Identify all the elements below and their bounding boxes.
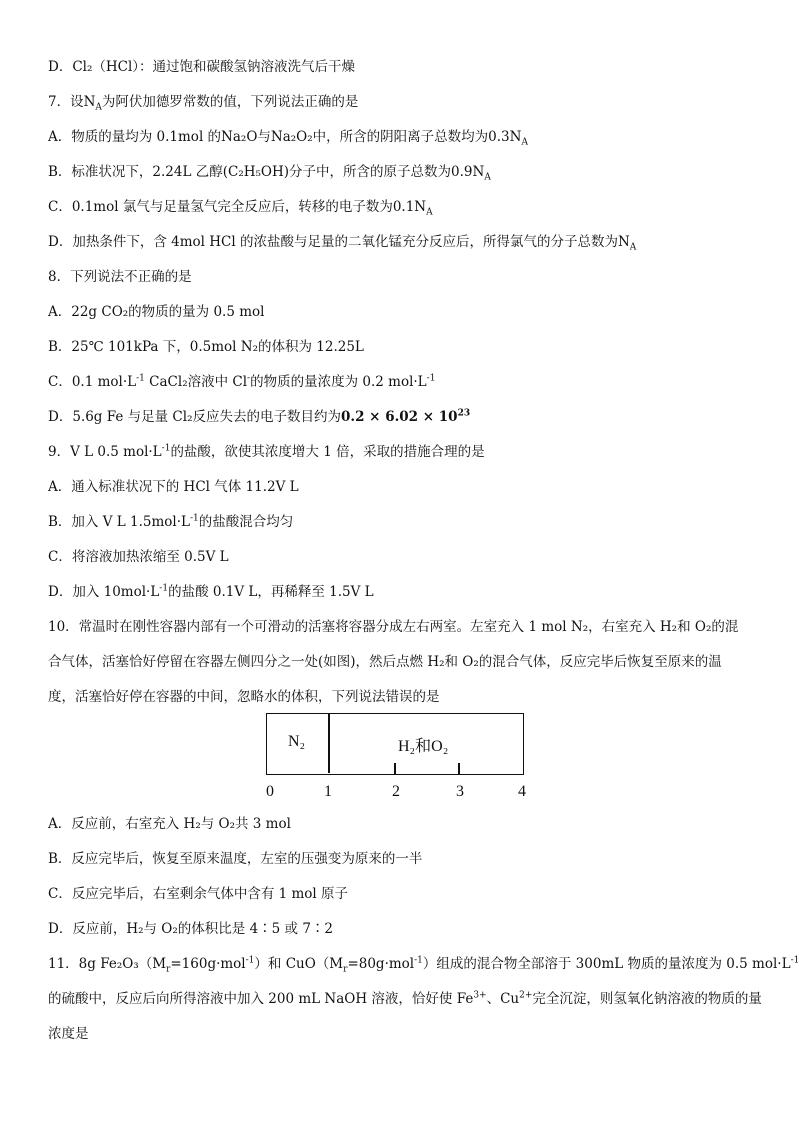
question-9-option-a: A．通入标准状况下的 HCl 气体 11.2V L [48, 479, 299, 495]
question-7-option-d: D．加热条件下，含 4mol HCl 的浓盐酸与足量的二氧化锰充分反应后，所得氯气的分子总数为$N_A$ [48, 234, 637, 253]
question-10-option-a: A．反应前，右室充入 H₂与 O₂共 3 mol [48, 816, 291, 832]
question-6-option-d: D．Cl₂（HCl）：通过饱和碳酸氢钠溶液洗气后干燥 [48, 59, 356, 75]
axis-label-4: 4 [518, 783, 526, 800]
question-11-stem-line1: 11．8g $Fe_2O_3(M_r=160g\cdot mol^{-1})$和 $CuO(M_r=80g\cdot mol^{-1})$组成的混合物全部溶于 300mL 物质的量浓度为 0.5 $mol\cdot L^{-1}$ [48, 955, 799, 975]
question-9-option-b: B．加入 V L $1.5mol\cdot L^{-1}$的盐酸混合均匀 [48, 513, 294, 530]
axis-label-3: 3 [456, 783, 464, 800]
question-10-option-b: B．反应完毕后，恢复至原来温度，左室的压强变为原来的一半 [48, 851, 423, 867]
question-10-stem-line3: 度，活塞恰好停在容器的中间，忽略水的体积，下列说法错误的是 [48, 689, 440, 705]
question-7-option-a: A．物质的量均为 0.1mol 的Na₂O与Na₂O₂中，所含的阴阳离子总数均为$0.3N_A$ [48, 129, 528, 148]
question-8-option-d: D．5.6g Fe 与足量 Cl₂反应失去的电子数目约为$0.2 \times 6.02 \times 10^{23}$ [48, 408, 471, 425]
question-11-stem-line2: 的硫酸中，反应后向所得溶液中加入 200 mL NaOH 溶液，恰好使 $Fe^{3+}$、$Cu^{2+}$完全沉淀，则氢氧化钠溶液的物质的量 [48, 990, 762, 1007]
left-chamber-label: N₂ [288, 733, 306, 750]
question-8-option-a: A．22g CO₂的物质的量为 0.5 mol [48, 304, 265, 320]
axis-label-2: 2 [392, 783, 400, 800]
question-8-stem: 8．下列说法不正确的是 [48, 269, 192, 285]
tick-mark-3 [458, 763, 460, 775]
tick-mark-2 [394, 763, 396, 775]
question-10-option-c: C．反应完毕后，右室剩余气体中含有 1 mol 原子 [48, 886, 349, 902]
question-7-option-c: C．0.1mol 氯气与足量氢气完全反应后，转移的电子数为$0.1N_A$ [48, 199, 433, 218]
question-10-stem-line1: 10．常温时在刚性容器内部有一个可滑动的活塞将容器分成左右两室。左室充入 1 mol N₂，右室充入 H₂和 O₂的混 [48, 619, 739, 635]
question-9-stem: 9．V L 0.5 $mol\cdot L^{-1}$的盐酸，欲使其浓度增大 1 倍，采取的措施合理的是 [48, 443, 485, 460]
right-chamber-label: H₂和O₂ [398, 738, 449, 755]
piston [328, 713, 330, 773]
question-8-option-c: C．0.1 $mol\cdot L^{-1}$ CaCl₂溶液中 Cl-的物质的量浓度为 0.2 $mol\cdot L^{-1}$ [48, 373, 436, 390]
question-11-stem-line3: 浓度是 [48, 1026, 89, 1042]
question-10-stem-line2: 合气体，活塞恰好停留在容器左侧四分之一处(如图)，然后点燃 H₂和 O₂的混合气体，反应完毕后恢复至原来的温 [48, 654, 722, 670]
question-8-option-b: B．25℃ 101kPa 下，0.5mol N₂的体积为 12.25L [48, 339, 364, 355]
container-diagram [266, 713, 526, 775]
question-7-stem: 7．设$N_A$为阿伏加德罗常数的值，下列说法正确的是 [48, 94, 359, 113]
question-7-option-b: B．标准状况下，2.24L 乙醇(C₂H₅OH)分子中，所含的原子总数为$0.9N_A$ [48, 164, 491, 183]
question-10-option-d: D．反应前，H₂与 O₂的体积比是 4∶5 或 7∶2 [48, 921, 334, 937]
axis-label-1: 1 [324, 783, 332, 800]
axis-label-0: 0 [266, 783, 274, 800]
question-9-option-c: C．将溶液加热浓缩至 0.5V L [48, 549, 229, 565]
question-9-option-d: D．加入 $10mol\cdot L^{-1}$的盐酸 0.1V L，再稀释至 1.5V L [48, 583, 374, 600]
